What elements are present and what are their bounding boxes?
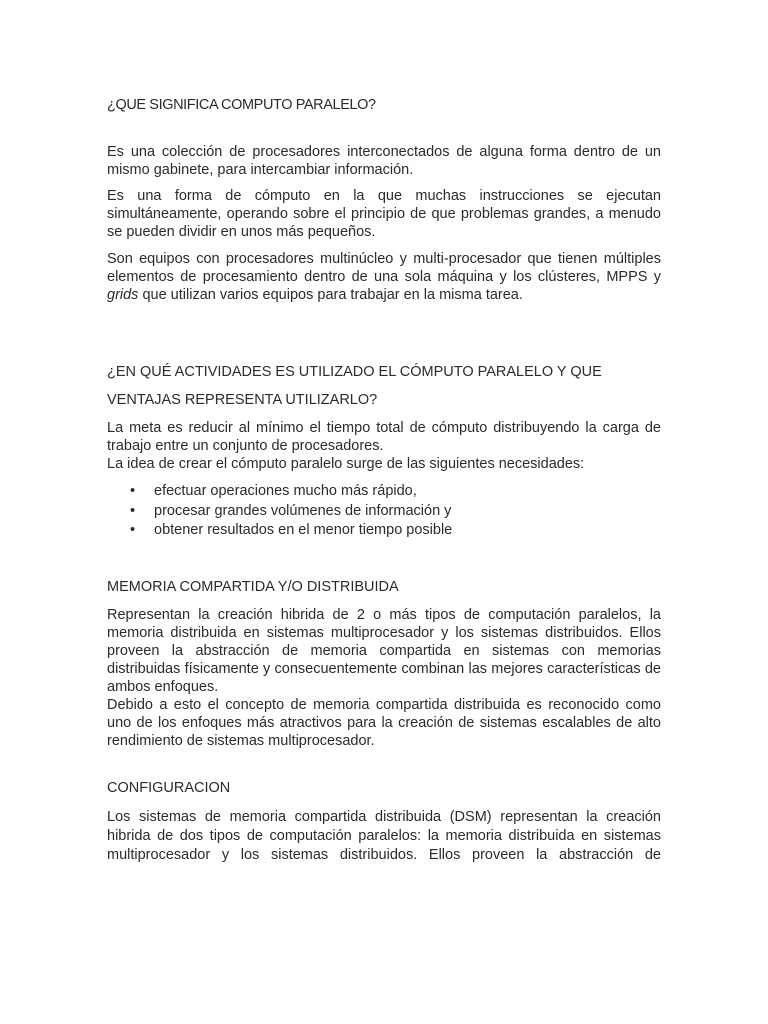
list-item — [107, 502, 661, 522]
grids-term: grids — [107, 287, 139, 303]
paragraph-meta: La meta es reducir al mínimo el tiempo total de cómputo distribuyendo la carga de trabajo entre un conjunto de procesadores. — [107, 420, 661, 454]
bullet-icon: • — [130, 522, 136, 538]
paragraph-definicion-3 — [107, 250, 661, 304]
list-item-text: procesar grandes volúmenes de información y — [154, 502, 452, 519]
paragraph-definicion-2: Es una forma de cómputo en la que muchas instrucciones se ejecutan simultáneamente, operando sobre el principio de que problemas grandes, a menudo se pueden dividir en unos más pequeños. — [107, 188, 661, 240]
paragraph-configuracion: Los sistemas de memoria compartida distribuida (DSM) representan la creación hibrida de dos tipos de computación paralelos: la memoria distribuida en sistemas multiprocesador y los sistemas distribuidos. Ellos proveen la abstracción de — [107, 808, 661, 863]
heading-actividades-line2: VENTAJAS REPRESENTA UTILIZARLO? — [107, 392, 378, 408]
list-item-text: efectuar operaciones mucho más rápido, — [154, 483, 417, 499]
list-item-text: obtener resultados en el menor tiempo posible — [154, 522, 453, 538]
document-content — [107, 96, 661, 865]
paragraph-memoria-1: Representan la creación hibrida de 2 o más tipos de computación paralelos, la memoria distribuida en sistemas multiprocesador y los sistemas distribuidos. Ellos proveen la abstracción de memoria compartida en sistemas con memorias distribuidas físicamente y consecuentemente combinan las mejores características de ambos enfoques. — [107, 606, 661, 695]
heading-configuracion: CONFIGURACION — [107, 779, 231, 796]
paragraph-definicion-3-text-a: Son equipos con procesadores multinúcleo y multi-procesador que tienen múltiples elementos de procesamiento dentro de una sola máquina y los clústeres, MPPS y — [107, 251, 661, 285]
paragraph-memoria-2: Debido a esto el concepto de memoria compartida distribuida es reconocido como uno de los enfoques más atractivos para la creación de sistemas escalables de alto rendimiento de sistemas multiprocesador. — [107, 696, 661, 749]
list-item — [107, 482, 661, 502]
paragraph-definicion-1: Es una colección de procesadores interconectados de alguna forma dentro de un mismo gabinete, para intercambiar información. — [107, 144, 661, 178]
list-item — [107, 521, 661, 541]
bullet-icon: • — [130, 483, 136, 499]
paragraph-definicion-3-text-b: que utilizan varios equipos para trabajar en la misma tarea. — [138, 287, 523, 303]
heading-actividades-line1: ¿EN QUÉ ACTIVIDADES ES UTILIZADO EL CÓMPUTO PARALELO Y QUE — [107, 364, 602, 380]
heading-memoria: MEMORIA COMPARTIDA Y/O DISTRIBUIDA — [107, 578, 399, 595]
bullet-icon: • — [130, 502, 136, 519]
heading-que-significa: ¿QUE SIGNIFICA COMPUTO PARALELO? — [107, 97, 376, 113]
paragraph-idea: La idea de crear el cómputo paralelo surge de las siguientes necesidades: — [107, 456, 585, 472]
needs-list — [107, 482, 661, 541]
